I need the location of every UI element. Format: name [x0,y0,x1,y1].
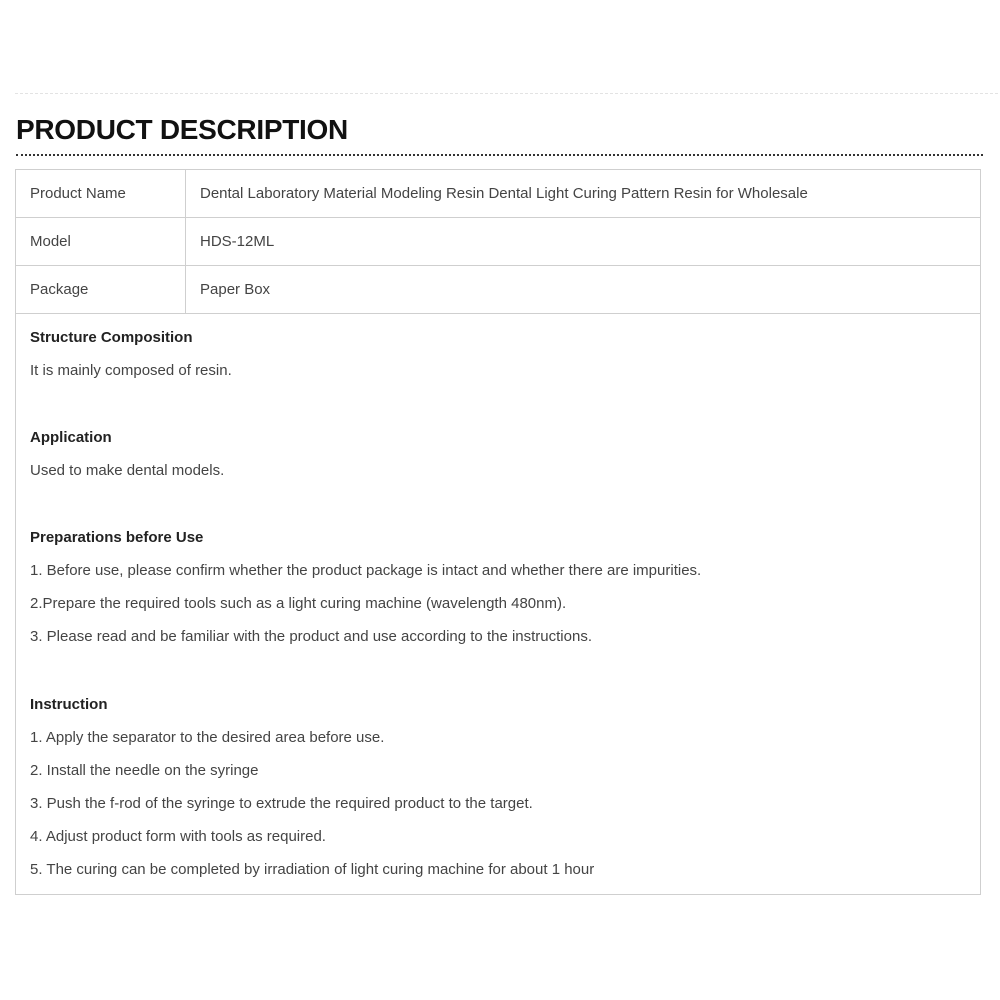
section-title: Structure Composition [30,329,193,346]
section-title: Application [30,429,112,446]
spec-label: Product Name [16,170,186,218]
top-divider [15,93,998,94]
details-panel [15,313,981,895]
section-application [30,428,224,494]
section-structure-composition [30,328,232,394]
list-item: 2.Prepare the required tools such as a light curing machine (wavelength 480nm). [30,595,567,612]
list-item: 1. Before use, please confirm whether the product package is intact and whether there are impurities. [30,562,702,579]
table-row [16,266,981,314]
spec-value: Paper Box [186,266,981,314]
section-title: Preparations before Use [30,529,204,546]
list-item: 3. Push the f-rod of the syringe to extrude the required product to the target. [30,795,533,812]
list-item: 1. Apply the separator to the desired area before use. [30,729,385,746]
list-item: 2. Install the needle on the syringe [30,762,259,779]
page-title: PRODUCT DESCRIPTION [16,114,348,145]
section-instruction [30,695,594,893]
list-item: 5. The curing can be completed by irradiation of light curing machine for about 1 hour [30,861,595,878]
spec-table [15,169,981,314]
table-row [16,218,981,266]
section-text: It is mainly composed of resin. [30,362,232,379]
spec-value: HDS-12ML [186,218,981,266]
section-preparations [30,528,701,660]
spec-label: Package [16,266,186,314]
section-text: Used to make dental models. [30,462,225,479]
section-title: Instruction [30,696,108,713]
list-item: 4. Adjust product form with tools as required. [30,828,326,845]
list-item: 3. Please read and be familiar with the product and use according to the instructions. [30,628,592,645]
spec-value: Dental Laboratory Material Modeling Resin Dental Light Curing Pattern Resin for Wholesale [186,170,981,218]
title-divider [16,154,983,156]
spec-label: Model [16,218,186,266]
table-row [16,170,981,218]
